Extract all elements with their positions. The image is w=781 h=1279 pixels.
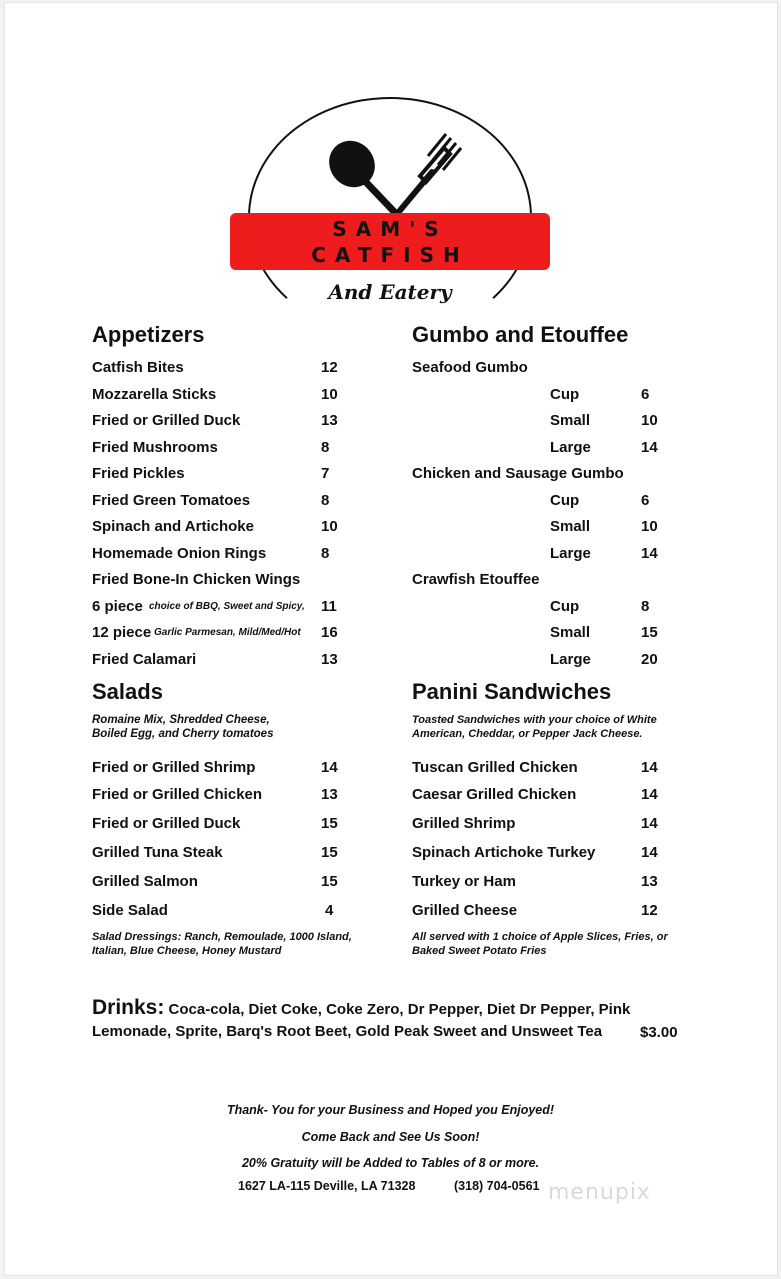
panini-item-name: Grilled Cheese xyxy=(412,902,518,919)
salad-item-name: Fried or Grilled Duck xyxy=(92,815,241,832)
footer-address: 1627 LA-115 Deville, LA 71328 xyxy=(238,1179,416,1193)
salad-item-name: Fried or Grilled Chicken xyxy=(92,786,263,803)
panini-item-name: Caesar Grilled Chicken xyxy=(412,786,577,803)
gumbo-price: 6 xyxy=(641,385,650,403)
gumbo-size: Small xyxy=(550,518,591,535)
gumbo-price: 6 xyxy=(641,491,650,509)
menu-item-name: 12 piece xyxy=(92,624,152,641)
menu-item-price: 16 xyxy=(321,624,338,641)
menu-item-price: 8 xyxy=(321,438,330,456)
menu-item-name: Homemade Onion Rings xyxy=(92,544,267,562)
menu-item-price: 8 xyxy=(321,544,330,562)
drinks-section xyxy=(92,997,630,1043)
salad-dressings-note: Salad Dressings: Ranch, Remoulade, 1000 Island, Italian, Blue Cheese, Honey Mustard xyxy=(92,931,352,957)
salads-description: Romaine Mix, Shredded Cheese, Boiled Egg, and Cherry tomatoes xyxy=(92,714,274,740)
panini-item-name: Turkey or Ham xyxy=(412,873,516,890)
gumbo-price: 14 xyxy=(641,544,658,562)
salad-item-price: 4 xyxy=(325,902,334,919)
gumbo-size: Large xyxy=(550,438,591,456)
menu-item-name: Spinach and Artichoke xyxy=(92,518,254,535)
panini-item-price: 14 xyxy=(641,815,658,832)
menu-item-price: 13 xyxy=(321,650,338,668)
panini-item-price: 13 xyxy=(641,873,658,890)
gumbo-size: Small xyxy=(550,624,591,641)
gumbo-size: Cup xyxy=(550,491,580,509)
menu-item-note: choice of BBQ, Sweet and Spicy, xyxy=(149,600,305,612)
menu-item-price: 10 xyxy=(321,518,338,535)
panini-description: Toasted Sandwiches with your choice of White American, Cheddar, or Pepper Jack Cheese. xyxy=(412,714,657,740)
watermark-logo: menupix xyxy=(548,1180,651,1205)
footer-thanks: Thank- You for your Business and Hoped you Enjoyed! xyxy=(226,1103,555,1117)
gumbo-price: 20 xyxy=(641,650,658,668)
panini-heading: Panini Sandwiches xyxy=(412,679,612,704)
gumbo-price: 15 xyxy=(641,624,658,641)
panini-item-name: Tuscan Grilled Chicken xyxy=(412,759,578,776)
menu-item-name: Fried Bone-In Chicken Wings xyxy=(92,571,301,588)
spoon-fork-icon xyxy=(320,130,470,225)
salad-item-name: Grilled Salmon xyxy=(92,873,198,890)
footer-phone: (318) 704-0561 xyxy=(454,1179,540,1193)
salad-item-price: 15 xyxy=(321,815,338,832)
logo-line-1: SAM'S xyxy=(332,217,448,241)
gumbo-size: Large xyxy=(550,650,591,668)
panini-item-price: 14 xyxy=(641,844,658,861)
menu-item-name: Fried Green Tomatoes xyxy=(92,491,251,509)
panini-item-name: Spinach Artichoke Turkey xyxy=(412,844,596,861)
gumbo-price: 8 xyxy=(641,597,650,615)
menu-item-note: Garlic Parmesan, Mild/Med/Hot xyxy=(154,627,301,638)
menu-item-name: Fried Calamari xyxy=(92,650,197,668)
menu-item-price: 12 xyxy=(321,359,338,376)
logo-line-2: CATFISH xyxy=(311,243,469,267)
logo-subtitle: And Eatery xyxy=(328,280,452,304)
panini-item-price: 14 xyxy=(641,759,658,776)
gumbo-size: Small xyxy=(550,412,591,429)
menu-item-name: Mozzarella Sticks xyxy=(92,385,217,403)
footer-come-back: Come Back and See Us Soon! xyxy=(301,1130,480,1144)
panini-item-price: 12 xyxy=(641,902,658,919)
salad-item-name: Side Salad xyxy=(92,902,168,919)
menu-item-price: 7 xyxy=(321,465,330,482)
gumbo-size: Cup xyxy=(550,597,580,615)
drinks-list-line2: Lemonade, Sprite, Barq's Root Beet, Gold Peak Sweet and Unsweet Tea xyxy=(92,1023,603,1040)
salad-item-price: 15 xyxy=(321,873,338,890)
menu-item-price: 13 xyxy=(321,412,338,429)
menu-item-name: Fried Pickles xyxy=(92,465,185,482)
drinks-label: Drinks: xyxy=(92,996,165,1019)
gumbo-size: Large xyxy=(550,544,591,562)
gumbo-size: Cup xyxy=(550,385,580,403)
appetizers-heading: Appetizers xyxy=(92,322,205,347)
salads-heading: Salads xyxy=(92,679,163,704)
menu-item-name: Catfish Bites xyxy=(92,359,184,376)
panini-item-name: Grilled Shrimp xyxy=(412,815,516,832)
gumbo-price: 10 xyxy=(641,412,658,429)
salad-item-price: 15 xyxy=(321,844,338,861)
gumbo-price: 10 xyxy=(641,518,658,535)
gumbo-price: 14 xyxy=(641,438,658,456)
drinks-price: $3.00 xyxy=(640,1024,678,1041)
menu-item-name: Fried or Grilled Duck xyxy=(92,412,241,429)
menu-item-price: 8 xyxy=(321,491,330,509)
panini-footnote: All served with 1 choice of Apple Slices, Fries, or Baked Sweet Potato Fries xyxy=(412,931,668,957)
salad-item-name: Fried or Grilled Shrimp xyxy=(92,759,256,776)
footer-gratuity: 20% Gratuity will be Added to Tables of 8 or more. xyxy=(241,1156,540,1170)
salad-item-price: 14 xyxy=(321,759,338,776)
menu-item-name: 6 piece xyxy=(92,597,143,615)
menu-item-price: 10 xyxy=(321,385,338,403)
gumbo-heading: Gumbo and Etouffee xyxy=(412,322,629,347)
gumbo-group-name: Seafood Gumbo xyxy=(412,359,528,376)
menu-item-name: Fried Mushrooms xyxy=(92,438,218,456)
gumbo-group-name: Chicken and Sausage Gumbo xyxy=(412,465,624,482)
panini-item-price: 14 xyxy=(641,786,658,803)
gumbo-group-name: Crawfish Etouffee xyxy=(412,571,540,588)
salad-item-name: Grilled Tuna Steak xyxy=(92,844,223,861)
salad-item-price: 13 xyxy=(321,786,338,803)
logo-banner xyxy=(230,213,550,270)
menu-item-price: 11 xyxy=(321,597,337,615)
drinks-list-line1: Coca-cola, Diet Coke, Coke Zero, Dr Pepper, Diet Dr Pepper, Pink xyxy=(168,1001,631,1018)
